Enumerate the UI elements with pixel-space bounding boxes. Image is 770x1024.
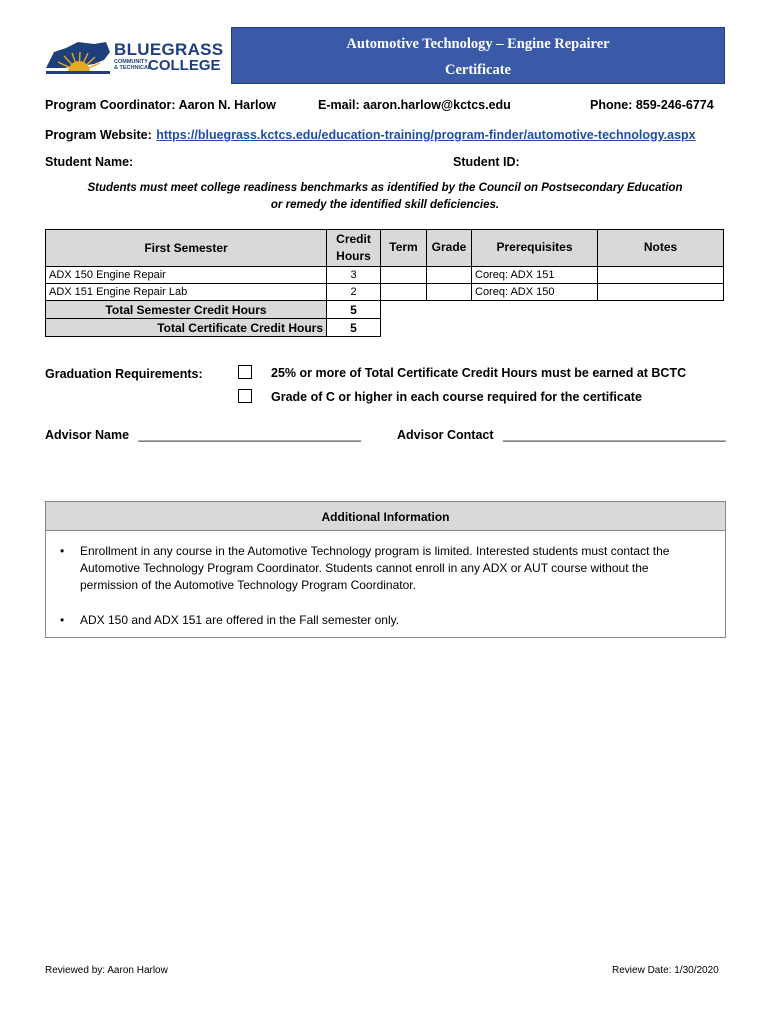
info-item-enrollment: Enrollment in any course in the Automotive Technology program is limited. Interested students must contact the Automotive Technology Program Coordinator. Students cannot enroll in any ADX or AUT course without the permission of the Automotive Technology Program Coordinator. (80, 544, 670, 592)
course-notes[interactable] (598, 284, 724, 301)
student-name-label: Student Name: (45, 155, 134, 169)
credential-type: Certificate (444, 62, 511, 78)
course-credits: 3 (327, 267, 381, 284)
header-grade: Grade (427, 230, 472, 267)
logo-bluegrass-text: BLUEGRASS (114, 40, 224, 59)
certificate-total-row (46, 319, 724, 337)
logo-community-text: COMMUNITY & TECHNICAL (114, 59, 152, 71)
course-name: ADX 150 Engine Repair (46, 267, 327, 284)
review-date: Review Date: 1/30/2020 (612, 965, 719, 976)
bullet-icon: • (60, 613, 65, 627)
course-schedule-table (45, 229, 724, 337)
info-item-fall-only: ADX 150 and ADX 151 are offered in the Fall semester only. (80, 613, 400, 627)
course-prereq: Coreq: ADX 151 (472, 267, 598, 284)
semester-total-value: 5 (327, 301, 381, 319)
student-id-label: Student ID: (453, 155, 520, 169)
logo-college-text: COLLEGE (148, 57, 221, 74)
course-term[interactable] (381, 284, 427, 301)
course-prereq: Coreq: ADX 150 (472, 284, 598, 301)
advisor-name-label: Advisor Name (45, 428, 130, 442)
reviewed-by: Reviewed by: Aaron Harlow (45, 965, 168, 976)
kentucky-sunburst-icon (44, 38, 114, 78)
coordinator-email: E-mail: aaron.harlow@kctcs.edu (318, 98, 511, 112)
advisor-name-field (45, 428, 361, 442)
table-row (46, 267, 724, 284)
course-term[interactable] (381, 267, 427, 284)
program-coordinator: Program Coordinator: Aaron N. Harlow (45, 98, 276, 112)
coordinator-phone: Phone: 859-246-6774 (590, 98, 714, 112)
header-credit-hours: Credit Hours (327, 230, 381, 267)
header-first-semester: First Semester (46, 230, 327, 267)
website-link[interactable]: https://bluegrass.kctcs.edu/education-training/program-finder/automotive-technology.aspx (156, 128, 696, 142)
semester-total-label: Total Semester Credit Hours (46, 301, 327, 319)
course-name: ADX 151 Engine Repair Lab (46, 284, 327, 301)
program-title: Automotive Technology – Engine Repairer (346, 36, 610, 52)
advisor-contact-field (397, 428, 726, 442)
readiness-notice: Students must meet college readiness benchmarks as identified by the Council on Postsecondary Education or remedy the identified skill deficiencies. (87, 182, 683, 211)
course-credits: 2 (327, 284, 381, 301)
header-prerequisites: Prerequisites (472, 230, 598, 267)
additional-information-title: Additional Information (46, 502, 725, 531)
header-term: Term (381, 230, 427, 267)
requirement-2-text: Grade of C or higher in each course required for the certificate (271, 390, 642, 404)
certificate-total-value: 5 (327, 319, 381, 337)
certificate-title-box (231, 27, 725, 84)
header-notes: Notes (598, 230, 724, 267)
bullet-icon: • (60, 544, 65, 558)
requirement-1-text: 25% or more of Total Certificate Credit Hours must be earned at BCTC (271, 366, 687, 380)
advisor-contact-label: Advisor Contact (397, 428, 494, 442)
college-logo (44, 38, 224, 78)
course-grade[interactable] (427, 267, 472, 284)
program-website (45, 126, 696, 144)
website-label: Program Website: (45, 128, 152, 142)
semester-total-row (46, 301, 724, 319)
advisor-name-line[interactable]: ________________________________ (138, 428, 362, 442)
requirement-1-checkbox[interactable] (238, 365, 252, 379)
requirement-2-checkbox[interactable] (238, 389, 252, 403)
course-notes[interactable] (598, 267, 724, 284)
graduation-requirements-label: Graduation Requirements: (45, 367, 203, 381)
certificate-total-label: Total Certificate Credit Hours (46, 319, 327, 337)
table-row (46, 284, 724, 301)
course-grade[interactable] (427, 284, 472, 301)
advisor-contact-line[interactable]: ________________________________ (503, 428, 726, 442)
additional-information-box (45, 501, 726, 638)
table-header-row (46, 230, 724, 267)
